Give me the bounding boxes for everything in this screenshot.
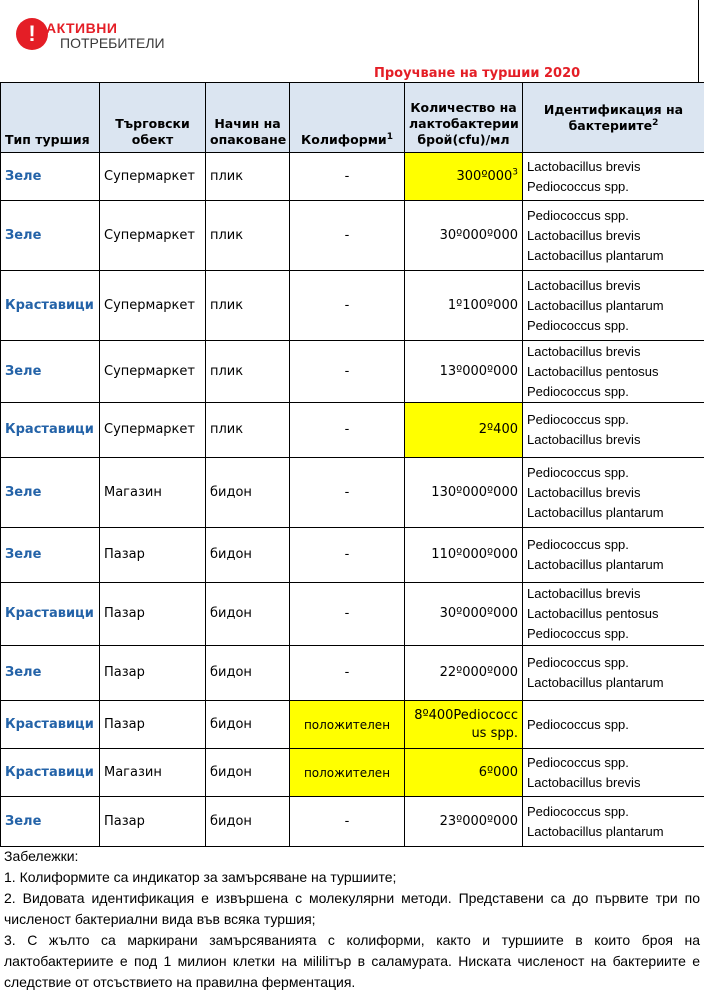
count-value: 1º100º000 <box>447 297 518 313</box>
cell-type: Зеле <box>1 153 100 201</box>
note-1: 1. Колиформите са индикатор за замърсяване на туршиите; <box>4 869 397 885</box>
cell-coliforms: - <box>290 583 405 646</box>
count-value: 110º000º000 <box>431 547 518 562</box>
cell-packaging: плик <box>206 341 290 403</box>
table-row <box>1 201 704 271</box>
count-value: 6º000 <box>478 764 518 780</box>
bacteria-name: Lactobacillus plantarum <box>527 297 664 313</box>
notes <box>4 846 700 993</box>
cell-coliforms: - <box>290 458 405 528</box>
count-value: 23º000º000 <box>439 813 518 829</box>
bacteria-name: Pediococcus spp. <box>527 464 629 480</box>
bacteria-name: Lactobacillus brevis <box>527 343 641 359</box>
bacteria-name: Pediococcus spp. <box>527 803 629 819</box>
cell-store: Супермаркет <box>100 271 206 341</box>
cell-type: Зеле <box>1 201 100 271</box>
page-title: Проучване на туршии 2020 <box>374 66 581 81</box>
bacteria-name: Lactobacillus brevis <box>527 277 641 293</box>
count-value: 8º400Pediococcus spp. <box>414 707 518 741</box>
cell-store: Пазар <box>100 646 206 701</box>
cell-packaging: плик <box>206 403 290 458</box>
cell-bacteria <box>523 153 704 201</box>
note-2: 2. Видовата идентификация е извършена с молекулярни методи. Представени са до първите три по численост бактериални вида във всяка туршия; <box>4 890 700 927</box>
bacteria-name: Pediococcus spp. <box>527 178 629 194</box>
cell-packaging: бидон <box>206 797 290 847</box>
bacteria-name: Lactobacillus brevis <box>527 158 641 174</box>
cell-type: Краставици <box>1 403 100 458</box>
bacteria-name: Lactobacillus brevis <box>527 484 641 500</box>
cell-store: Супермаркет <box>100 403 206 458</box>
table-row <box>1 528 704 583</box>
cell-count <box>405 701 523 749</box>
cell-count <box>405 341 523 403</box>
header-packaging: Начин на опаковане <box>206 83 290 153</box>
cell-bacteria <box>523 341 704 403</box>
cell-packaging: бидон <box>206 701 290 749</box>
count-value: 130º000º000 <box>431 484 518 500</box>
cell-coliforms: - <box>290 528 405 583</box>
cell-store: Пазар <box>100 528 206 583</box>
count-value: 30º000º000 <box>439 606 518 621</box>
cell-count <box>405 749 523 797</box>
cell-packaging: плик <box>206 271 290 341</box>
header-coliforms: Колиформи$^1$ <box>290 83 405 153</box>
cell-store: Пазар <box>100 583 206 646</box>
bacteria-name: Lactobacillus brevis <box>527 432 641 447</box>
cell-type: Зеле <box>1 646 100 701</box>
logo-line-1: АКТИВНИ <box>46 20 118 36</box>
table-row <box>1 646 704 701</box>
cell-count <box>405 201 523 271</box>
cell-coliforms: - <box>290 271 405 341</box>
bacteria-name: Pediococcus spp. <box>527 716 629 732</box>
header-identification: Идентификация на бактериите$^2$ <box>523 83 704 153</box>
bacteria-name: Pediococcus spp. <box>527 537 629 552</box>
cell-type: Зеле <box>1 458 100 528</box>
cell-coliforms: - <box>290 341 405 403</box>
bacteria-name: Pediococcus spp. <box>527 317 629 333</box>
cell-count <box>405 458 523 528</box>
cell-bacteria <box>523 458 704 528</box>
count-value: 30º000º000 <box>439 227 518 243</box>
table-row <box>1 701 704 749</box>
table-header-row <box>1 83 704 153</box>
table-row <box>1 271 704 341</box>
cell-bacteria <box>523 646 704 701</box>
cell-count <box>405 646 523 701</box>
table-row <box>1 797 704 847</box>
cell-store: Супермаркет <box>100 153 206 201</box>
bacteria-name: Lactobacillus brevis <box>527 227 641 243</box>
cell-type: Краставици <box>1 583 100 646</box>
count-footnote: 3 <box>512 167 518 178</box>
bacteria-name: Pediococcus spp. <box>527 412 629 427</box>
count-value: 2º400 <box>478 422 518 437</box>
bacteria-name: Pediococcus spp. <box>527 626 629 641</box>
cell-bacteria <box>523 201 704 271</box>
cell-coliforms: положителен <box>290 701 405 749</box>
cell-packaging: бидон <box>206 528 290 583</box>
note-3: 3. С жълто са маркирани замърсяванията с колиформи, както и туршиите в които броя на лактобактериите е под 1 милион клетки на мililiтър в саламурата. Ниската численост на бактериите е следствие от отсъствието на правилна ферментация. <box>4 932 700 990</box>
cell-count <box>405 797 523 847</box>
cell-type: Зеле <box>1 341 100 403</box>
bacteria-name: Lactobacillus plantarum <box>527 247 664 263</box>
cell-bacteria <box>523 583 704 646</box>
table-row <box>1 749 704 797</box>
bacteria-name: Lactobacillus plantarum <box>527 823 664 839</box>
table-row <box>1 341 704 403</box>
cell-packaging: бидон <box>206 583 290 646</box>
cell-store: Магазин <box>100 749 206 797</box>
cell-bacteria <box>523 749 704 797</box>
count-value: 300º000 <box>456 168 513 184</box>
logo-exclamation-icon: ! <box>16 18 48 50</box>
cell-packaging: бидон <box>206 646 290 701</box>
table-row <box>1 583 704 646</box>
bacteria-name: Pediococcus spp. <box>527 383 629 399</box>
results-table <box>0 82 704 847</box>
cell-bacteria <box>523 271 704 341</box>
header-type: Тип туршия <box>1 83 100 153</box>
cell-type: Краставици <box>1 701 100 749</box>
cell-type: Краставици <box>1 271 100 341</box>
cell-bacteria <box>523 701 704 749</box>
cell-count <box>405 403 523 458</box>
cell-bacteria <box>523 528 704 583</box>
notes-heading: Забележки: <box>4 848 79 864</box>
bacteria-name: Lactobacillus brevis <box>527 774 641 790</box>
header-store: Търговски обект <box>100 83 206 153</box>
cell-coliforms: - <box>290 153 405 201</box>
cell-store: Супермаркет <box>100 201 206 271</box>
bacteria-name: Lactobacillus pentosus <box>527 606 659 621</box>
cell-store: Пазар <box>100 797 206 847</box>
cell-bacteria <box>523 797 704 847</box>
cell-packaging: бидон <box>206 749 290 797</box>
bacteria-name: Lactobacillus plantarum <box>527 675 664 690</box>
top-border <box>698 0 699 82</box>
cell-bacteria <box>523 403 704 458</box>
cell-store: Пазар <box>100 701 206 749</box>
cell-count <box>405 528 523 583</box>
table-row <box>1 403 704 458</box>
bacteria-name: Lactobacillus brevis <box>527 586 641 601</box>
cell-packaging: плик <box>206 153 290 201</box>
cell-count <box>405 153 523 201</box>
bacteria-name: Pediococcus spp. <box>527 754 629 770</box>
cell-coliforms: - <box>290 201 405 271</box>
cell-store: Супермаркет <box>100 341 206 403</box>
cell-coliforms: - <box>290 403 405 458</box>
cell-count <box>405 583 523 646</box>
bacteria-name: Lactobacillus plantarum <box>527 557 664 572</box>
count-value: 22º000º000 <box>439 665 518 680</box>
cell-type: Зеле <box>1 528 100 583</box>
cell-type: Зеле <box>1 797 100 847</box>
cell-packaging: бидон <box>206 458 290 528</box>
cell-type: Краставици <box>1 749 100 797</box>
cell-store: Магазин <box>100 458 206 528</box>
cell-coliforms: положителен <box>290 749 405 797</box>
cell-count <box>405 271 523 341</box>
table-row <box>1 458 704 528</box>
cell-coliforms: - <box>290 646 405 701</box>
header-lactobacteria: Количество на лактобактерии брой(cfu)/мл <box>405 83 523 153</box>
cell-coliforms: - <box>290 797 405 847</box>
bacteria-name: Pediococcus spp. <box>527 207 629 223</box>
bacteria-name: Pediococcus spp. <box>527 655 629 670</box>
bacteria-name: Lactobacillus pentosus <box>527 363 659 379</box>
logo <box>16 14 165 54</box>
cell-packaging: плик <box>206 201 290 271</box>
logo-line-2: ПОТРЕБИТЕЛИ <box>60 35 165 51</box>
table-row <box>1 153 704 201</box>
count-value: 13º000º000 <box>439 363 518 379</box>
bacteria-name: Lactobacillus plantarum <box>527 504 664 520</box>
